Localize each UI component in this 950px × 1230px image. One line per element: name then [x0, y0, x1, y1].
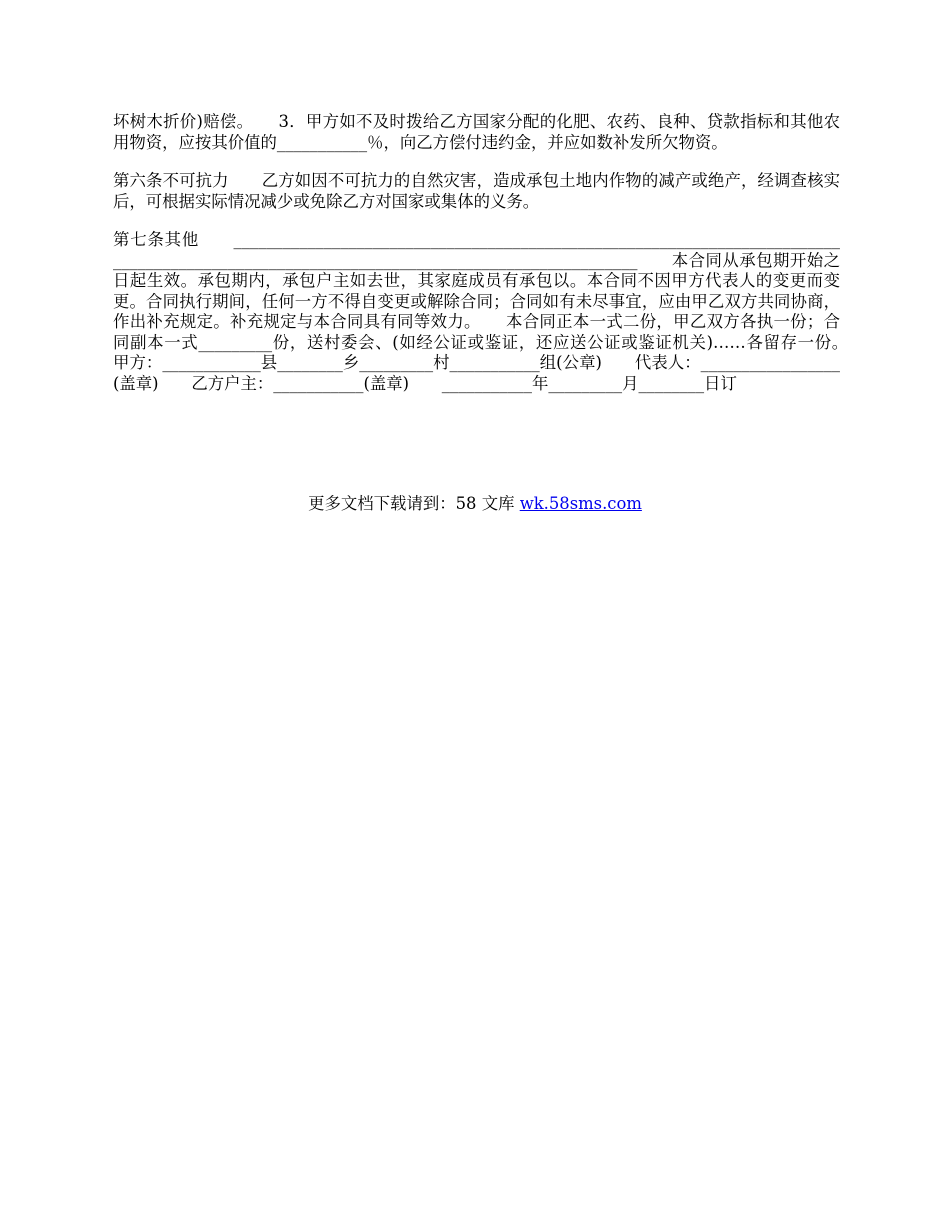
document-body	[113, 112, 873, 394]
footer-website-link[interactable]: wk.58sms.com	[519, 494, 642, 513]
paragraph-compensation-clause: 坏树木折价)赔偿。 3．甲方如不及时拨给乙方国家分配的化肥、农药、良种、贷款指标和其他农用物资，应按其价值的___________％，向乙方偿付违约金，并应如数补发所欠物资。	[113, 112, 840, 152]
footer-prefix-text: 更多文档下载请到：58 文库	[308, 494, 520, 513]
paragraph-other-terms-signatures: 第七条其他 __________________________________________________________________________________________________________________________________________ 本合同从承包期开始之日起生效。承包期内，承包户主如去世，其家庭成员有承包以。本合同不因甲方代表人的变更而变更。合同执行期间，任何一方不得自变更或解除合同；合同如有未尽事宜，应由甲乙双方共同协商，作出补充规定。补充规定与本合同具有同等效力。 本合同正本一式二份，甲乙双方各执一份；合同副本一式_________份，送村委会、(如经公证或鉴证，还应送公证或鉴证机关)……各留存一份。 甲方：____________县________乡_________村___________组(公章) 代表人：_________________(盖章) 乙方户主：___________(盖章) ___________年_________月________日订	[113, 230, 873, 393]
paragraph-force-majeure: 第六条不可抗力 乙方如因不可抗力的自然灾害，造成承包土地内作物的减产或绝产，经调查核实后，可根据实际情况减少或免除乙方对国家或集体的义务。	[113, 171, 840, 211]
download-footer	[0, 494, 950, 514]
